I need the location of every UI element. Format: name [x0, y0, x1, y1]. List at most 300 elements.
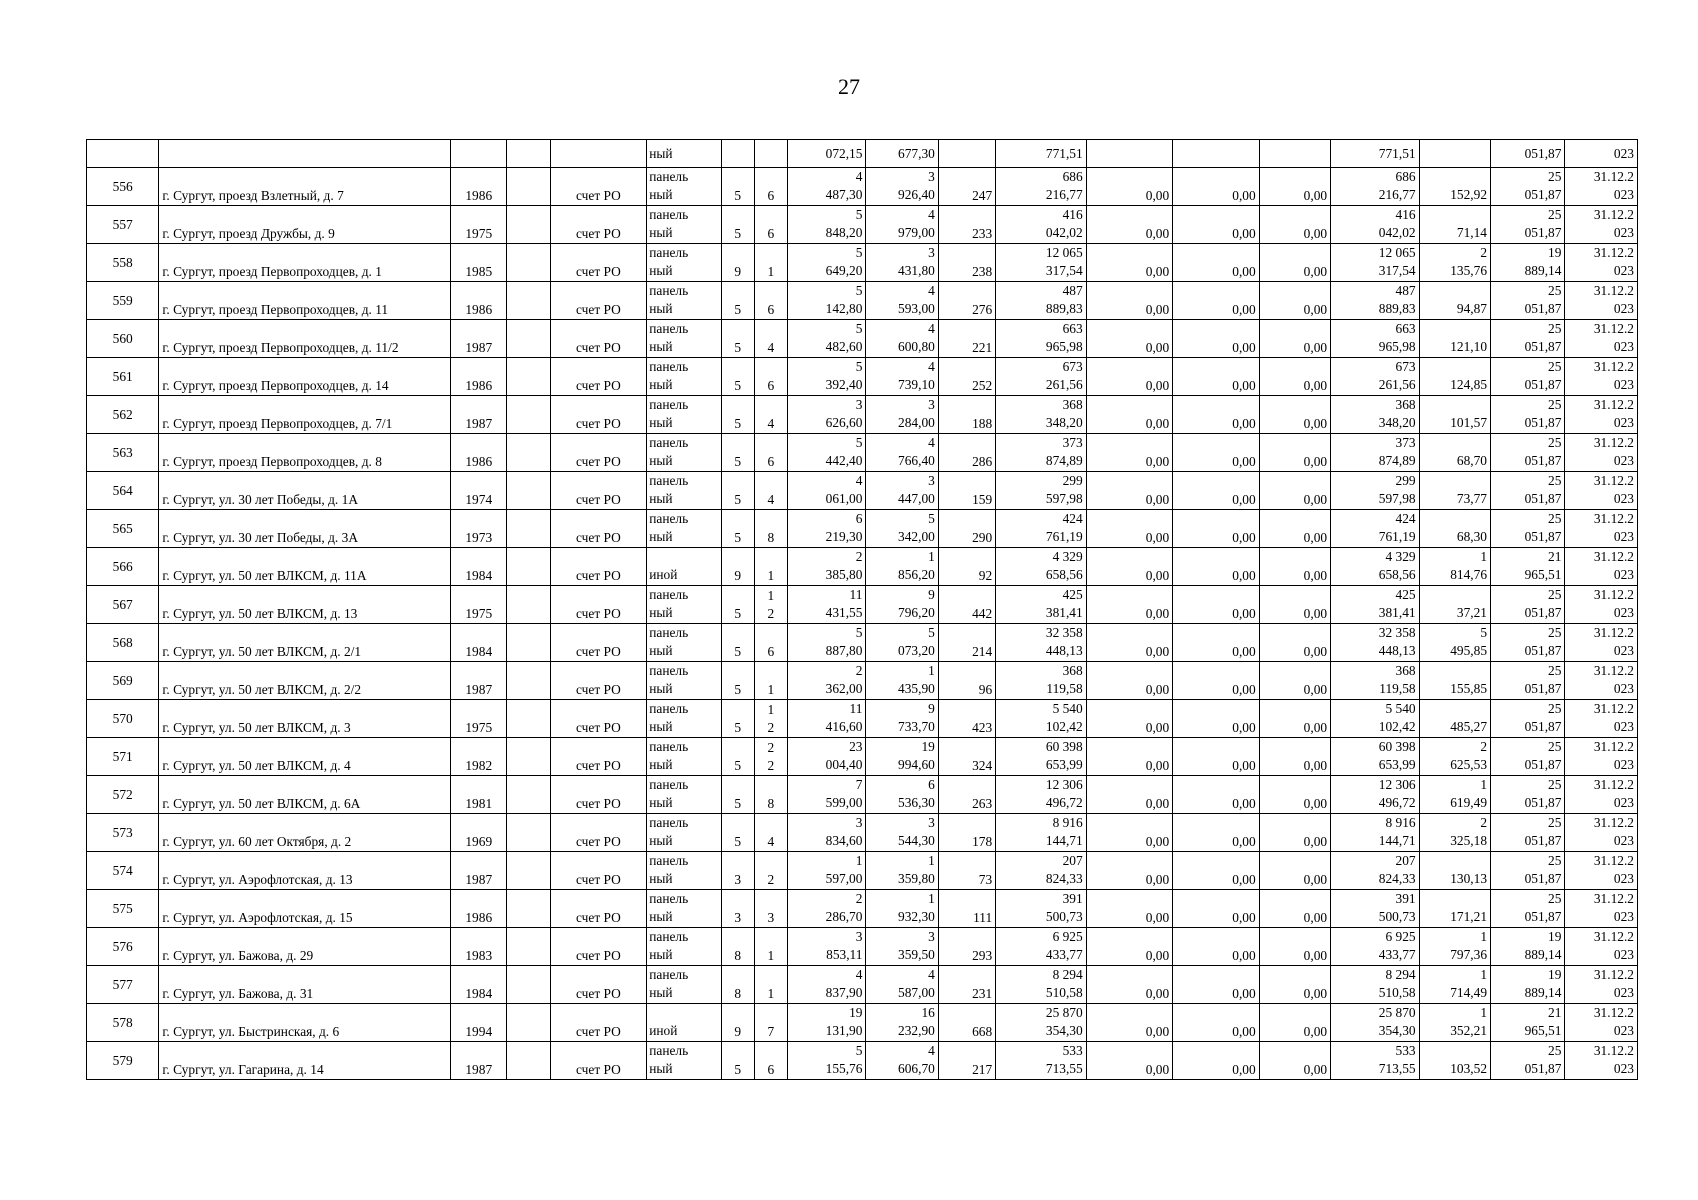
cell-line: 1 [1480, 549, 1488, 564]
table-row [87, 700, 1638, 738]
cell-entrances [754, 1042, 787, 1080]
cell-cost-total [996, 510, 1087, 548]
cell-f3: 0,00 [1259, 852, 1330, 890]
cell-line: 119,58 [1379, 681, 1416, 696]
cell-f3: 0,00 [1259, 928, 1330, 966]
cell-line: 714,49 [1450, 985, 1488, 1000]
cell-line: ный [649, 225, 673, 240]
cell-unit-cost [1419, 206, 1490, 244]
cell-floors: 5 [721, 738, 754, 776]
cell-line: 733,70 [898, 719, 935, 734]
cell-empty [507, 738, 550, 776]
cell-line: 834,60 [825, 833, 863, 848]
cell-limit [1491, 662, 1565, 700]
cell-cost-balance [1331, 168, 1420, 206]
cell-address: г. Сургут, проезд Первопроходцев, д. 11 [159, 282, 451, 320]
cell-line [649, 548, 718, 566]
cell-source: счет РО [550, 662, 647, 700]
cell-f1: 0,00 [1086, 814, 1173, 852]
table-row [87, 624, 1638, 662]
cell-cost-total [996, 1004, 1087, 1042]
cell-f1: 0,00 [1086, 206, 1173, 244]
cell-line: панель [649, 1043, 689, 1058]
cell-line: 1 [767, 264, 775, 279]
cell-line: 31.12.2 [1593, 891, 1634, 906]
table-row [87, 320, 1638, 358]
cell-cost-total [996, 776, 1087, 814]
cell-empty [507, 624, 550, 662]
table-row [87, 776, 1638, 814]
cell-line: 889,14 [1524, 985, 1562, 1000]
cell-deadline [1565, 624, 1638, 662]
cell-line: ный [649, 377, 673, 392]
cell-line [1423, 1042, 1487, 1060]
cell-material [647, 434, 721, 472]
cell-material [647, 244, 721, 282]
cell-empty [507, 472, 550, 510]
cell-line: 31.12.2 [1593, 663, 1634, 678]
cell-cost-total [996, 890, 1087, 928]
cell-f3: 0,00 [1259, 738, 1330, 776]
cell-cost-balance [1331, 548, 1420, 586]
cell-f3 [1259, 140, 1330, 168]
cell-material [647, 966, 721, 1004]
cell-line: панель [649, 397, 689, 412]
cell-line: 325,18 [1450, 833, 1488, 848]
cell-line: 381,41 [1045, 605, 1083, 620]
cell-deadline [1565, 776, 1638, 814]
cell-line: панель [649, 625, 689, 640]
cell-line: 4 [928, 321, 935, 336]
cell-line: 37,21 [1456, 605, 1488, 620]
cell-address: г. Сургут, ул. Аэрофлотская, д. 13 [159, 852, 451, 890]
cell-area-living [866, 776, 938, 814]
cell-line: 8 916 [1052, 815, 1083, 830]
cell-line: 368 [1395, 397, 1416, 412]
cell-area-total [788, 1042, 866, 1080]
cell-line: 8 [767, 530, 775, 545]
cell-f2: 0,00 [1173, 662, 1260, 700]
cell-line: 051,87 [1524, 1061, 1562, 1076]
cell-line: 8 294 [1385, 967, 1416, 982]
cell-source: счет РО [550, 738, 647, 776]
table-row [87, 814, 1638, 852]
cell-source: счет РО [550, 434, 647, 472]
cell-cost-total [996, 966, 1087, 1004]
cell-source: счет РО [550, 700, 647, 738]
cell-line: 2 [1480, 245, 1488, 260]
cell-line: 023 [1613, 1023, 1634, 1038]
cell-line: 051,87 [1524, 757, 1562, 772]
cell-line: 352,21 [1450, 1023, 1488, 1038]
cell-line: 965,51 [1524, 567, 1562, 582]
cell-line: 354,30 [1045, 1023, 1083, 1038]
cell-line: 837,90 [825, 985, 863, 1000]
cell-line: 495,85 [1450, 643, 1488, 658]
cell-residents: 286 [938, 434, 995, 472]
cell-f2: 0,00 [1173, 624, 1260, 662]
cell-cost-total [996, 168, 1087, 206]
cell-line: 653,99 [1378, 757, 1416, 772]
cell-f3: 0,00 [1259, 320, 1330, 358]
cell-line: 25 870 [1045, 1005, 1083, 1020]
cell-f1: 0,00 [1086, 396, 1173, 434]
cell-line: 31.12.2 [1593, 283, 1634, 298]
cell-line: 713,55 [1378, 1061, 1416, 1076]
cell-line: 152,92 [1450, 187, 1488, 202]
cell-line: 4 [928, 283, 935, 298]
cell-material [647, 282, 721, 320]
cell-line: 4 [767, 340, 775, 355]
cell-unit-cost [1419, 140, 1490, 168]
cell-entrances [754, 776, 787, 814]
cell-line: 023 [1613, 681, 1634, 696]
cell-year [451, 140, 507, 168]
cell-line: 232,90 [898, 1023, 935, 1038]
cell-line: 051,87 [1524, 719, 1562, 734]
cell-year: 1984 [451, 966, 507, 1004]
cell-line: панель [649, 245, 689, 260]
cell-line: 261,56 [1045, 377, 1083, 392]
cell-line: ный [649, 719, 673, 734]
cell-line: 051,87 [1524, 681, 1562, 696]
cell-line: 31.12.2 [1593, 777, 1634, 792]
cell-line: 31.12.2 [1593, 587, 1634, 602]
cell-area-total [788, 472, 866, 510]
cell-entrances [754, 168, 787, 206]
cell-f2: 0,00 [1173, 244, 1260, 282]
cell-empty [507, 244, 550, 282]
cell-line: 619,49 [1450, 795, 1488, 810]
cell-line: 19 [849, 1005, 863, 1020]
cell-residents: 442 [938, 586, 995, 624]
cell-f2: 0,00 [1173, 548, 1260, 586]
cell-address: г. Сургут, проезд Взлетный, д. 7 [159, 168, 451, 206]
cell-line: 649,20 [825, 263, 863, 278]
cell-line: 425 [1395, 587, 1416, 602]
cell-f2: 0,00 [1173, 966, 1260, 1004]
cell-floors: 3 [721, 890, 754, 928]
cell-line: 3 [928, 169, 935, 184]
cell-num: 561 [87, 358, 159, 396]
cell-area-living [866, 928, 938, 966]
cell-cost-total [996, 396, 1087, 434]
cell-area-total: 072,15 [788, 140, 866, 168]
cell-line: 051,87 [1524, 491, 1562, 506]
cell-line: 713,55 [1045, 1061, 1083, 1076]
cell-line: 510,58 [1045, 985, 1083, 1000]
cell-residents: 324 [938, 738, 995, 776]
cell-line: 887,80 [825, 643, 863, 658]
cell-num: 559 [87, 282, 159, 320]
cell-line: 431,80 [898, 263, 935, 278]
cell-empty [507, 140, 550, 168]
cell-line: ный [649, 833, 673, 848]
cell-line: 424 [1062, 511, 1083, 526]
cell-line: 31.12.2 [1593, 815, 1634, 830]
cell-line [758, 321, 784, 339]
cell-f2: 0,00 [1173, 168, 1260, 206]
cell-f2: 0,00 [1173, 320, 1260, 358]
cell-line: 3 [855, 815, 863, 830]
cell-line: 874,89 [1045, 453, 1083, 468]
cell-line: 023 [1613, 453, 1634, 468]
cell-deadline [1565, 358, 1638, 396]
cell-line: панель [649, 473, 689, 488]
cell-f3: 0,00 [1259, 966, 1330, 1004]
cell-line [1423, 852, 1487, 870]
cell-f2: 0,00 [1173, 738, 1260, 776]
cell-line: ный [649, 187, 673, 202]
cell-line: 965,98 [1378, 339, 1416, 354]
cell-line: 25 [1548, 625, 1562, 640]
cell-line: 8 [767, 796, 775, 811]
cell-entrances [754, 738, 787, 776]
cell-line: 761,19 [1378, 529, 1416, 544]
cell-f2: 0,00 [1173, 434, 1260, 472]
cell-line: 25 [1548, 397, 1562, 412]
cell-entrances [754, 396, 787, 434]
cell-line: 1 [1480, 1005, 1488, 1020]
cell-line [758, 967, 784, 985]
cell-num: 557 [87, 206, 159, 244]
cell-area-total [788, 966, 866, 1004]
table-row [87, 206, 1638, 244]
cell-f2: 0,00 [1173, 510, 1260, 548]
cell-cost-total [996, 814, 1087, 852]
cell-area-total [788, 738, 866, 776]
cell-cost-balance [1331, 738, 1420, 776]
cell-source: счет РО [550, 168, 647, 206]
cell-entrances [754, 140, 787, 168]
cell-source: счет РО [550, 624, 647, 662]
cell-line: 739,10 [898, 377, 935, 392]
cell-line: 1 [855, 853, 863, 868]
cell-line: 5 [855, 207, 863, 222]
cell-cost-balance [1331, 206, 1420, 244]
cell-cost-balance [1331, 662, 1420, 700]
cell-line: 25 [1548, 815, 1562, 830]
cell-source: счет РО [550, 1042, 647, 1080]
cell-area-total [788, 434, 866, 472]
cell-cost-balance [1331, 852, 1420, 890]
cell-line: 023 [1613, 187, 1634, 202]
cell-empty [507, 320, 550, 358]
cell-area-living [866, 510, 938, 548]
table-row [87, 472, 1638, 510]
cell-address: г. Сургут, ул. Бажова, д. 29 [159, 928, 451, 966]
cell-line: 042,02 [1045, 225, 1083, 240]
cell-line: 5 [928, 625, 935, 640]
cell-line: 796,20 [898, 605, 935, 620]
cell-area-living [866, 586, 938, 624]
cell-line: 658,56 [1378, 567, 1416, 582]
cell-area-living: 677,30 [866, 140, 938, 168]
cell-floors: 9 [721, 548, 754, 586]
cell-limit: 051,87 [1491, 140, 1565, 168]
cell-line [758, 891, 784, 909]
table-row [87, 852, 1638, 890]
cell-line: 25 [1548, 321, 1562, 336]
cell-line: 385,80 [825, 567, 863, 582]
cell-limit [1491, 206, 1565, 244]
cell-residents: 252 [938, 358, 995, 396]
cell-source: счет РО [550, 1004, 647, 1042]
cell-line [758, 359, 784, 377]
cell-address: г. Сургут, ул. 60 лет Октября, д. 2 [159, 814, 451, 852]
cell-line: 261,56 [1378, 377, 1416, 392]
cell-line: ный [649, 795, 673, 810]
cell-line: 2 [767, 606, 775, 621]
cell-unit-cost [1419, 890, 1490, 928]
cell-unit-cost [1419, 738, 1490, 776]
cell-line: 9 [928, 701, 935, 716]
cell-deadline [1565, 928, 1638, 966]
cell-line: 496,72 [1045, 795, 1083, 810]
cell-line: 023 [1613, 567, 1634, 582]
cell-empty [507, 396, 550, 434]
cell-address: г. Сургут, проезд Первопроходцев, д. 8 [159, 434, 451, 472]
cell-num: 567 [87, 586, 159, 624]
cell-area-living [866, 700, 938, 738]
cell-line: 597,98 [1045, 491, 1083, 506]
cell-floors: 5 [721, 624, 754, 662]
cell-line: 051,87 [1524, 339, 1562, 354]
cell-line: ный [649, 263, 673, 278]
cell-deadline [1565, 1042, 1638, 1080]
cell-line: ный [649, 491, 673, 506]
cell-line: 4 [928, 435, 935, 450]
cell-line [758, 663, 784, 681]
cell-area-living [866, 396, 938, 434]
cell-line: 381,41 [1378, 605, 1416, 620]
cell-entrances [754, 358, 787, 396]
cell-line: ный [649, 909, 673, 924]
cell-line: панель [649, 321, 689, 336]
cell-line: панель [649, 587, 689, 602]
cell-line: 11 [849, 587, 863, 602]
cell-line: 25 [1548, 853, 1562, 868]
cell-entrances [754, 548, 787, 586]
cell-line: 362,00 [825, 681, 863, 696]
cell-line: 155,76 [825, 1061, 863, 1076]
cell-line: 533 [1062, 1043, 1083, 1058]
cell-line: 5 [928, 511, 935, 526]
cell-area-living [866, 472, 938, 510]
cell-material [647, 852, 721, 890]
cell-line: 447,00 [898, 491, 935, 506]
cell-cost-total [996, 738, 1087, 776]
cell-line: 487 [1062, 283, 1083, 298]
table-row [87, 1004, 1638, 1042]
cell-line: 1 [928, 891, 935, 906]
cell-source: счет РО [550, 244, 647, 282]
cell-residents [938, 140, 995, 168]
cell-entrances [754, 700, 787, 738]
cell-line: 32 358 [1045, 625, 1083, 640]
cell-limit [1491, 510, 1565, 548]
cell-f3: 0,00 [1259, 434, 1330, 472]
cell-area-living [866, 206, 938, 244]
cell-cost-balance [1331, 1042, 1420, 1080]
cell-area-living [866, 168, 938, 206]
cell-line: 392,40 [825, 377, 863, 392]
cell-line: 686 [1395, 169, 1416, 184]
cell-line: 853,11 [826, 947, 863, 962]
cell-line: 5 [855, 1043, 863, 1058]
cell-f1: 0,00 [1086, 738, 1173, 776]
cell-year: 1982 [451, 738, 507, 776]
cell-cost-balance [1331, 776, 1420, 814]
cell-line [758, 207, 784, 225]
cell-source: счет РО [550, 776, 647, 814]
cell-f3: 0,00 [1259, 624, 1330, 662]
cell-cost-total: 771,51 [996, 140, 1087, 168]
cell-address: г. Сургут, ул. 30 лет Победы, д. 1А [159, 472, 451, 510]
cell-line: 373 [1395, 435, 1416, 450]
cell-residents: 238 [938, 244, 995, 282]
cell-num: 577 [87, 966, 159, 1004]
cell-area-total [788, 548, 866, 586]
cell-line: 051,87 [1524, 453, 1562, 468]
cell-year: 1969 [451, 814, 507, 852]
cell-line: 587,00 [898, 985, 935, 1000]
cell-line: ный [649, 643, 673, 658]
cell-line: 500,73 [1378, 909, 1416, 924]
cell-line: 25 [1548, 207, 1562, 222]
cell-line: 31.12.2 [1593, 967, 1634, 982]
cell-empty [507, 510, 550, 548]
registry-table [86, 139, 1638, 1080]
cell-num: 571 [87, 738, 159, 776]
cell-deadline: 023 [1565, 140, 1638, 168]
cell-material [647, 928, 721, 966]
cell-line: 023 [1613, 415, 1634, 430]
cell-line: ный [649, 453, 673, 468]
cell-area-living [866, 852, 938, 890]
cell-material [647, 472, 721, 510]
cell-floors: 5 [721, 434, 754, 472]
cell-residents: 178 [938, 814, 995, 852]
cell-line: панель [649, 891, 689, 906]
cell-line: 25 [1548, 283, 1562, 298]
cell-line: 6 [767, 378, 775, 393]
cell-deadline [1565, 320, 1638, 358]
cell-unit-cost [1419, 586, 1490, 624]
cell-area-living [866, 434, 938, 472]
cell-line: 023 [1613, 871, 1634, 886]
cell-floors: 5 [721, 396, 754, 434]
cell-line: панель [649, 359, 689, 374]
cell-line [758, 625, 784, 643]
cell-line: 368 [1062, 397, 1083, 412]
cell-source: счет РО [550, 510, 647, 548]
cell-f3: 0,00 [1259, 586, 1330, 624]
cell-residents: 188 [938, 396, 995, 434]
cell-deadline [1565, 662, 1638, 700]
cell-line: 317,54 [1378, 263, 1416, 278]
cell-line: 686 [1062, 169, 1083, 184]
cell-line: 102,42 [1378, 719, 1416, 734]
cell-line: 874,89 [1378, 453, 1416, 468]
cell-unit-cost [1419, 396, 1490, 434]
cell-limit [1491, 586, 1565, 624]
cell-line: 25 870 [1378, 1005, 1416, 1020]
cell-line: 673 [1062, 359, 1083, 374]
cell-unit-cost [1419, 700, 1490, 738]
cell-line: панель [649, 169, 689, 184]
cell-line: 814,76 [1450, 567, 1488, 582]
